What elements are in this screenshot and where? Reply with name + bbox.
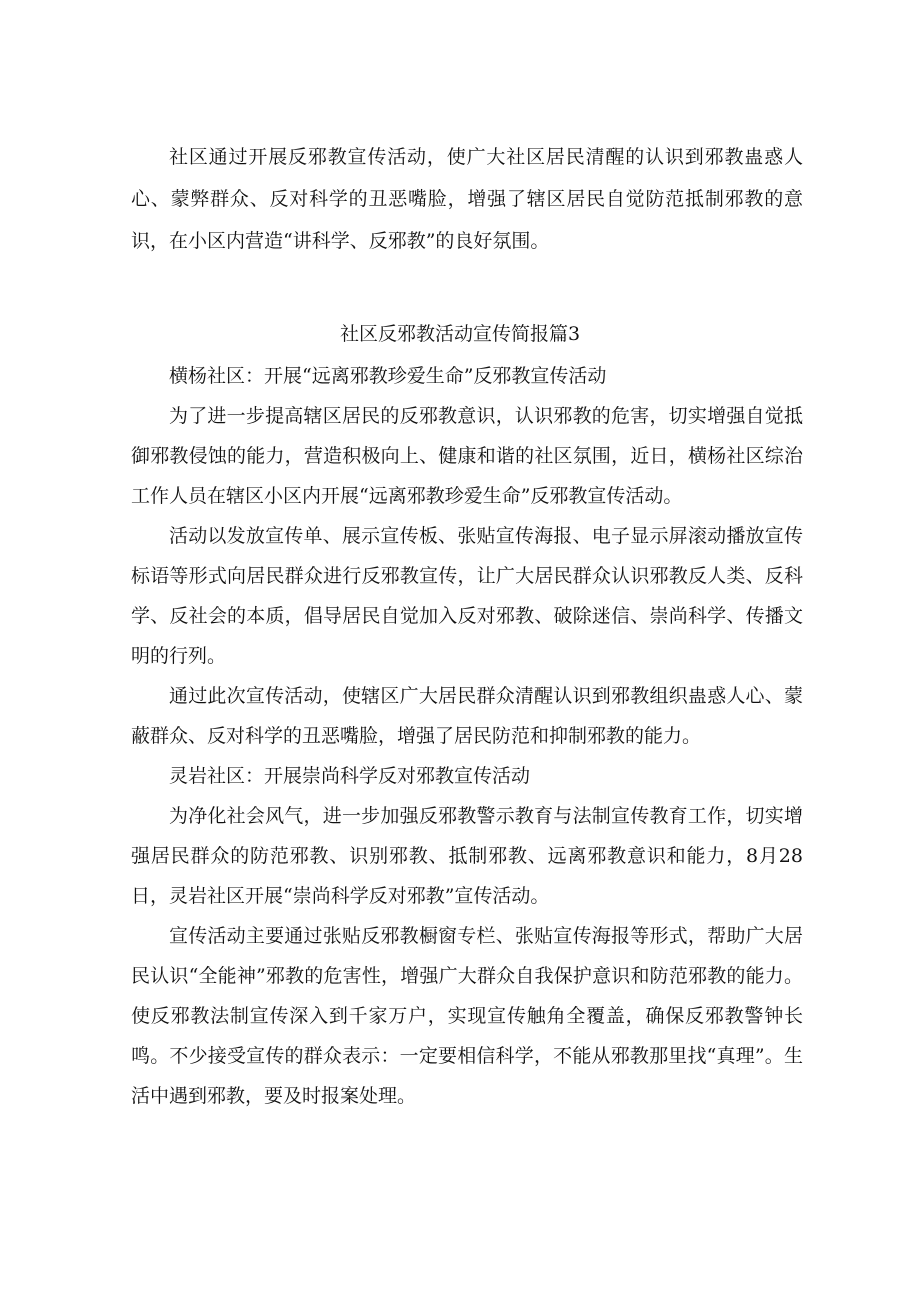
paragraph: 通过此次宣传活动，使辖区广大居民群众清醒认识到邪教组织蛊惑人心、蒙蔽群众、反对科学的丑恶嘴脸，增强了居民防范和抑制邪教的能力。 bbox=[131, 685, 803, 747]
paragraph: 为净化社会风气，进一步加强反邪教警示教育与法制宣传教育工作，切实增强居民群众的防范邪教、识别邪教、抵制邪教、远离邪教意识和能力，8月28日，灵岩社区开展“崇尚科学反对邪教”宣传活动。 bbox=[131, 805, 803, 907]
intro-section bbox=[131, 136, 803, 262]
intro-paragraph: 社区通过开展反邪教宣传活动，使广大社区居民清醒的认识到邪教蛊惑人心、蒙弊群众、反对科学的丑恶嘴脸，增强了辖区居民自觉防范抵制邪教的意识，在小区内营造“讲科学、反邪教”的良好氛围。 bbox=[131, 146, 803, 252]
section-heading-hengyang: 横杨社区：开展“远离邪教珍爱生命”反邪教宣传活动 bbox=[169, 365, 607, 387]
paragraph: 为了进一步提高辖区居民的反邪教意识，认识邪教的危害，切实增强自觉抵御邪教侵蚀的能力，营造积极向上、健康和谐的社区氛围，近日，横杨社区综治工作人员在辖区小区内开展“远离邪教珍爱生命”反邪教宣传活动。 bbox=[131, 405, 803, 507]
paragraph: 活动以发放宣传单、展示宣传板、张贴宣传海报、电子显示屏滚动播放宣传标语等形式向居民群众进行反邪教宣传，让广大居民群众认识邪教反人类、反科学、反社会的本质，倡导居民自觉加入反对邪教、破除迷信、崇尚科学、传播文明的行列。 bbox=[131, 525, 803, 667]
article-body bbox=[131, 356, 803, 1116]
paragraph: 宣传活动主要通过张贴反邪教橱窗专栏、张贴宣传海报等形式，帮助广大居民认识“全能神”邪教的危害性，增强广大群众自我保护意识和防范邪教的能力。使反邪教法制宣传深入到千家万户，实现宣传触角全覆盖，确保反邪教警钟长鸣。不少接受宣传的群众表示：一定要相信科学，不能从邪教那里找“真理”。生活中遇到邪教，要及时报案处理。 bbox=[131, 925, 803, 1107]
section-heading-lingyan: 灵岩社区：开展崇尚科学反对邪教宣传活动 bbox=[169, 765, 531, 787]
article-title: 社区反邪教活动宣传简报篇3 bbox=[339, 323, 581, 345]
